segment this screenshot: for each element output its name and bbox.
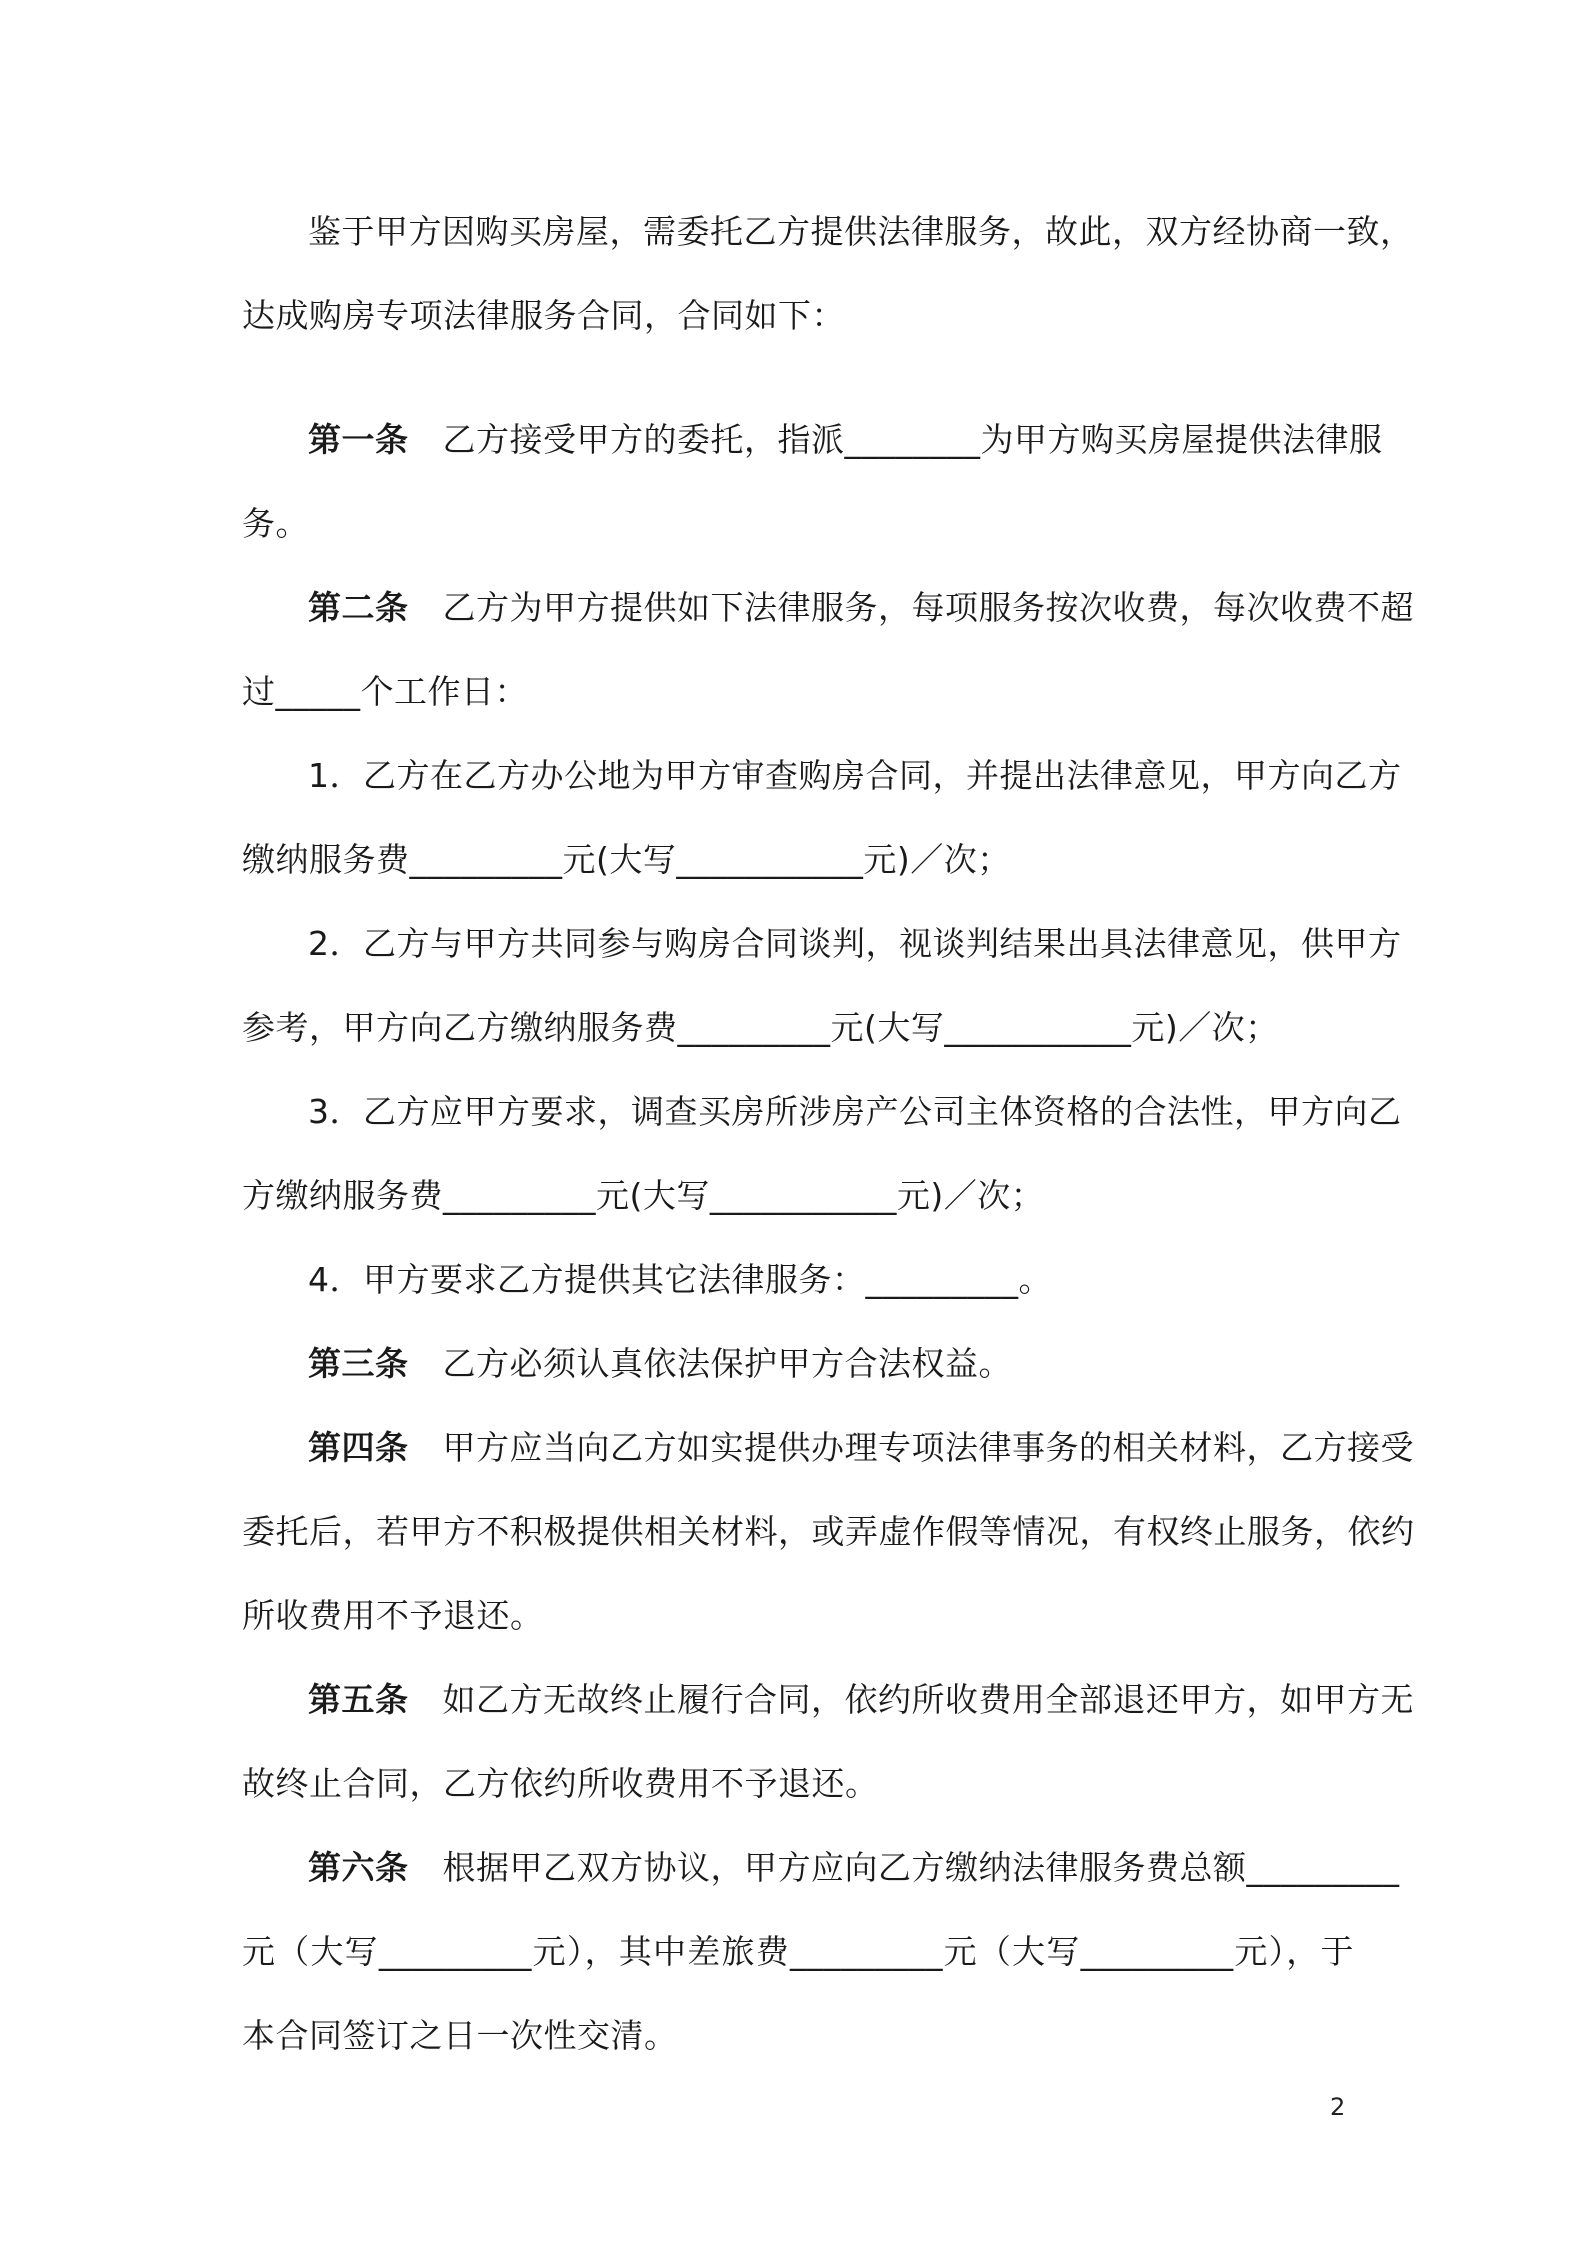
article-1-line-2: 务。 [242,504,309,543]
article-5-text: 如乙方无故终止履行合同，依约所收费用全部退还甲方，如甲方无 [442,1680,1414,1719]
article-3-line [308,1334,1012,1394]
item-3-line-2: 方缴纳服务费_________元(大写___________元)／次； [242,1176,1045,1215]
article-5-line-2: 故终止合同，乙方依约所收费用不予退还。 [242,1764,879,1803]
article-4-line-1 [308,1418,1414,1478]
article-2-text: 乙方为甲方提供如下法律服务，每项服务按次收费，每次收费不超 [442,588,1414,627]
article-2-line-2: 过_____个工作日： [242,672,528,711]
article-6-text: 根据甲乙双方协议，甲方应向乙方缴纳法律服务费总额_________ [442,1848,1400,1887]
article-3-heading: 第三条 [308,1344,409,1383]
preamble-line-2: 达成购房专项法律服务合同，合同如下： [242,296,845,335]
article-2-line-1 [308,578,1414,638]
article-6-line-3: 本合同签订之日一次性交清。 [242,2016,678,2055]
article-6-line-1 [308,1838,1400,1898]
article-1-line-1 [308,410,1383,470]
item-2-line-1: 2．乙方与甲方共同参与购房合同谈判，视谈判结果出具法律意见，供甲方 [308,924,1402,963]
item-3-line-1: 3．乙方应甲方要求，调查买房所涉房产公司主体资格的合法性，甲方向乙 [308,1092,1402,1131]
article-6-line-2: 元（大写_________元），其中差旅费_________元（大写_________元），于 [242,1932,1354,1971]
page-number: 2 [1330,2093,1346,2121]
article-1-heading: 第一条 [308,420,409,459]
article-3-text: 乙方必须认真依法保护甲方合法权益。 [442,1344,1012,1383]
item-2-line-2: 参考，甲方向乙方缴纳服务费_________元(大写___________元)／次； [242,1008,1279,1047]
article-4-line-2: 委托后，若甲方不积极提供相关材料，或弄虚作假等情况，有权终止服务，依约 [242,1512,1415,1551]
item-4-line: 4．甲方要求乙方提供其它法律服务：_________。 [308,1260,1052,1299]
item-1-line-1: 1．乙方在乙方办公地为甲方审查购房合同，并提出法律意见，甲方向乙方 [308,756,1402,795]
article-4-heading: 第四条 [308,1428,409,1467]
article-2-heading: 第二条 [308,588,409,627]
article-4-line-3: 所收费用不予退还。 [242,1596,544,1635]
article-4-text: 甲方应当向乙方如实提供办理专项法律事务的相关材料，乙方接受 [442,1428,1414,1467]
article-1-text: 乙方接受甲方的委托，指派________为甲方购买房屋提供法律服 [442,420,1383,459]
item-1-line-2: 缴纳服务费_________元(大写___________元)／次； [242,840,1011,879]
article-6-heading: 第六条 [308,1848,409,1887]
article-5-line-1 [308,1670,1414,1730]
preamble-line-1: 鉴于甲方因购买房屋，需委托乙方提供法律服务，故此，双方经协商一致， [308,212,1414,251]
article-5-heading: 第五条 [308,1680,409,1719]
